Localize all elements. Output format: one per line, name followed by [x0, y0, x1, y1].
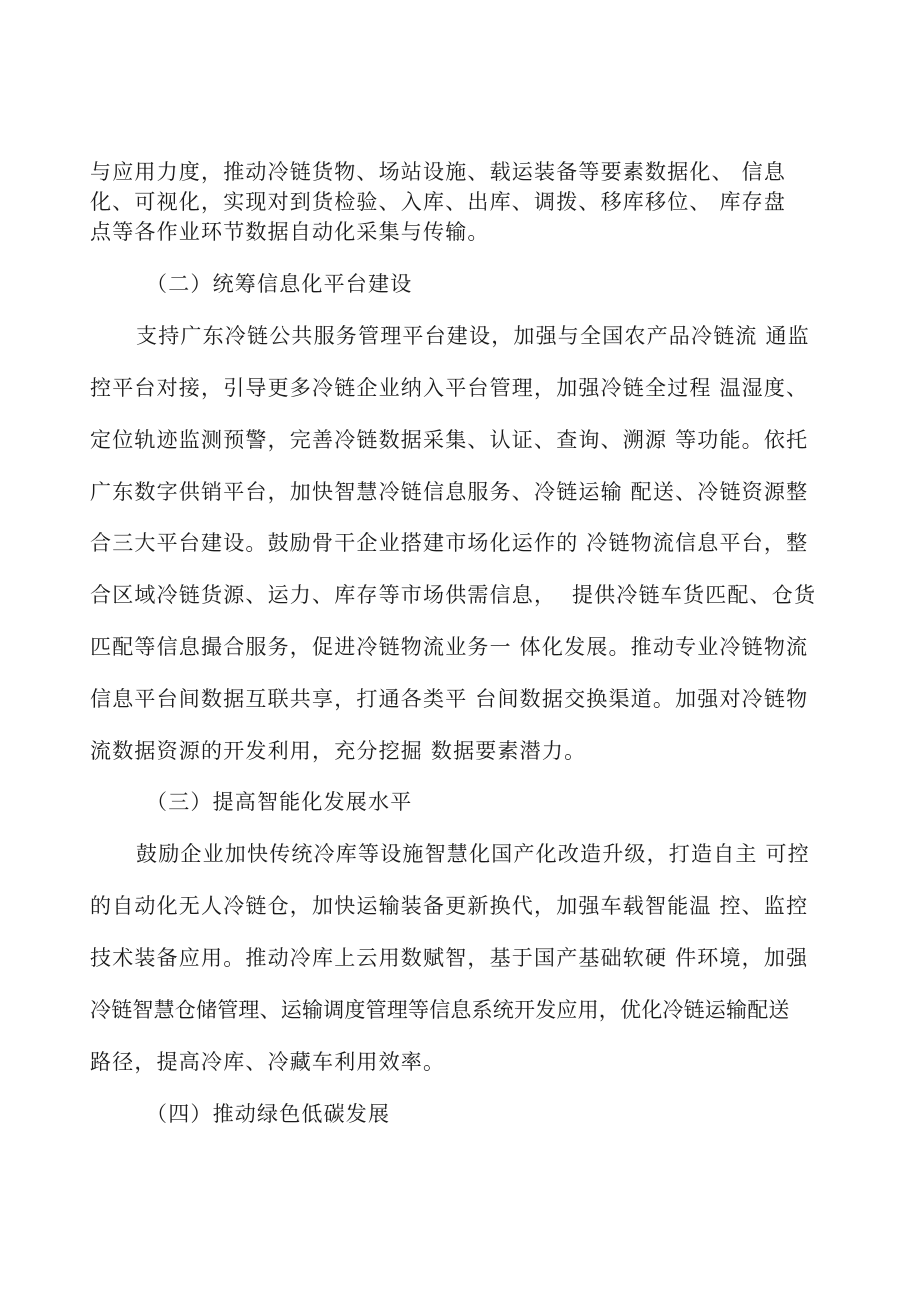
section3-line-2: 的自动化无人冷链仓，加快运输装备更新换代，加强车载智能温 控、监控: [90, 894, 809, 918]
section2-line-5: 合三大平台建设。鼓励骨干企业搭建市场化运作的 冷链物流信息平台，整: [90, 531, 809, 555]
section2-line-3: 定位轨迹监测预警，完善冷链数据采集、认证、查询、溯源 等功能。依托: [90, 428, 809, 452]
intro-line-2: 化、可视化，实现对到货检验、入库、出库、调拨、移库移位、 库存盘: [90, 190, 787, 214]
section2-line-6: 合区域冷链货源、运力、库存等市场供需信息， 提供冷链车货匹配、仓货: [90, 583, 817, 607]
section2-line-8: 信息平台间数据互联共享，打通各类平 台间数据交换渠道。加强对冷链物: [90, 687, 809, 711]
section3-line-3: 技术装备应用。推动冷库上云用数赋智，基于国产基础软硬 件环境，加强: [90, 946, 809, 970]
intro-line-1: 与应用力度，推动冷链货物、场站设施、载运装备等要素数据化、 信息: [90, 160, 787, 184]
intro-line-3: 点等各作业环节数据自动化采集与传输。: [90, 220, 490, 244]
section3-line-1: 鼓励企业加快传统冷库等设施智慧化国产化改造升级，打造自主 可控: [136, 842, 810, 866]
section-heading-2: （二）统筹信息化平台建设: [146, 272, 413, 296]
section2-line-2: 控平台对接，引导更多冷链企业纳入平台管理，加强冷链全过程 温湿度、: [90, 376, 809, 400]
section2-line-9: 流数据资源的开发利用，充分挖掘 数据要素潜力。: [90, 739, 587, 763]
section3-line-5: 路径，提高冷库、冷藏车利用效率。: [90, 1050, 446, 1074]
section2-line-4: 广东数字供销平台，加快智慧冷链信息服务、冷链运输 配送、冷链资源整: [90, 480, 809, 504]
section-heading-3: （三）提高智能化发展水平: [146, 790, 413, 814]
section2-line-1: 支持广东冷链公共服务管理平台建设，加强与全国农产品冷链流 通监: [136, 324, 810, 348]
section2-line-7: 匹配等信息撮合服务，促进冷链物流业务一 体化发展。推动专业冷链物流: [90, 635, 809, 659]
section-heading-4: （四）推动绿色低碳发展: [146, 1102, 391, 1126]
section3-line-4: 冷链智慧仓储管理、运输调度管理等信息系统开发应用，优化冷链运输配送: [90, 998, 790, 1022]
